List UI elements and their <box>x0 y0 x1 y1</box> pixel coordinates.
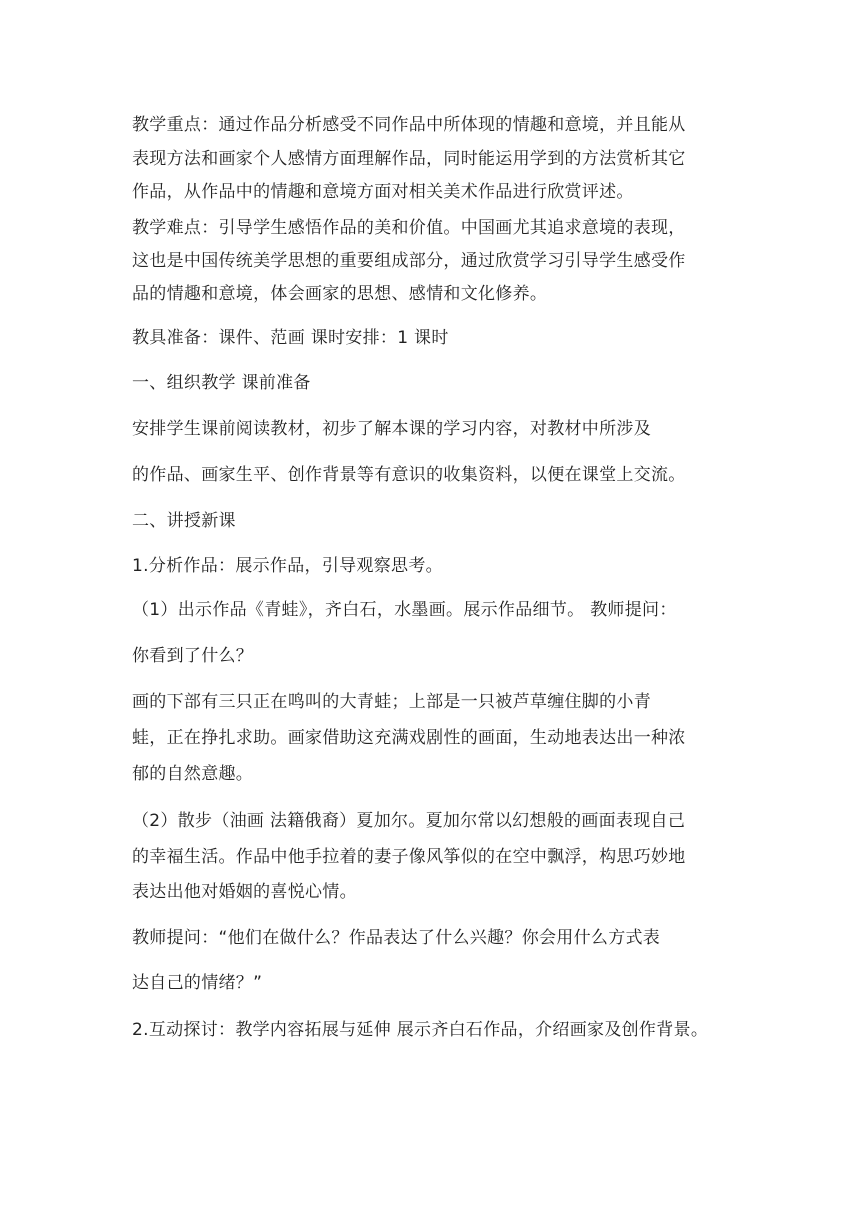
text-line: （1）出示作品《青蛙》，齐白石，水墨画。展示作品细节。 教师提问： <box>132 600 677 620</box>
text-line: 品的情趣和意境，体会画家的思想、感情和文化修养。 <box>132 284 548 304</box>
section-heading: 二、讲授新课 <box>132 511 236 531</box>
text-line: 达自己的情绪？” <box>132 973 263 993</box>
text-line: 作品，从作品中的情趣和意境方面对相关美术作品进行欣赏评述。 <box>132 182 634 202</box>
text-line: 2.互动探讨：教学内容拓展与延伸 展示齐白石作品，介绍画家及创作背景。 <box>132 1020 709 1040</box>
text-line: 教具准备：课件、范画 课时安排：1 课时 <box>132 328 449 348</box>
text-line: 这也是中国传统美学思想的重要组成部分，通过欣赏学习引导学生感受作 <box>132 251 686 271</box>
text-line: 教学重点：通过作品分析感受不同作品中所体现的情趣和意境，并且能从 <box>132 115 686 135</box>
text-line: 的幸福生活。作品中他手拉着的妻子像风筝似的在空中飘浮，构思巧妙地 <box>132 847 686 867</box>
text-line: 郁的自然意趣。 <box>132 764 254 784</box>
text-line: 安排学生课前阅读教材，初步了解本课的学习内容，对教材中所涉及 <box>132 419 651 439</box>
text-line: 蛙，正在挣扎求助。画家借助这充满戏剧性的画面，生动地表达出一种浓 <box>132 728 686 748</box>
text-line: 表现方法和画家个人感情方面理解作品，同时能运用学到的方法赏析其它 <box>132 149 686 169</box>
text-line: 表达出他对婚姻的喜悦心情。 <box>132 882 357 902</box>
text-line: 1.分析作品：展示作品，引导观察思考。 <box>132 556 443 576</box>
text-line: 教学难点：引导学生感悟作品的美和价值。中国画尤其追求意境的表现， <box>132 218 686 238</box>
text-line: 画的下部有三只正在鸣叫的大青蛙；上部是一只被芦草缠住脚的小青 <box>132 692 651 712</box>
text-line: 的作品、画家生平、创作背景等有意识的收集资料，以便在课堂上交流。 <box>132 465 686 485</box>
section-heading: 一、组织教学 课前准备 <box>132 373 311 393</box>
text-line: 你看到了什么？ <box>132 646 254 666</box>
text-line: （2）散步（油画 法籍俄裔）夏加尔。夏加尔常以幻想般的画面表现自己 <box>132 811 686 831</box>
text-line: 教师提问：“他们在做什么？作品表达了什么兴趣？你会用什么方式表 <box>132 928 661 948</box>
